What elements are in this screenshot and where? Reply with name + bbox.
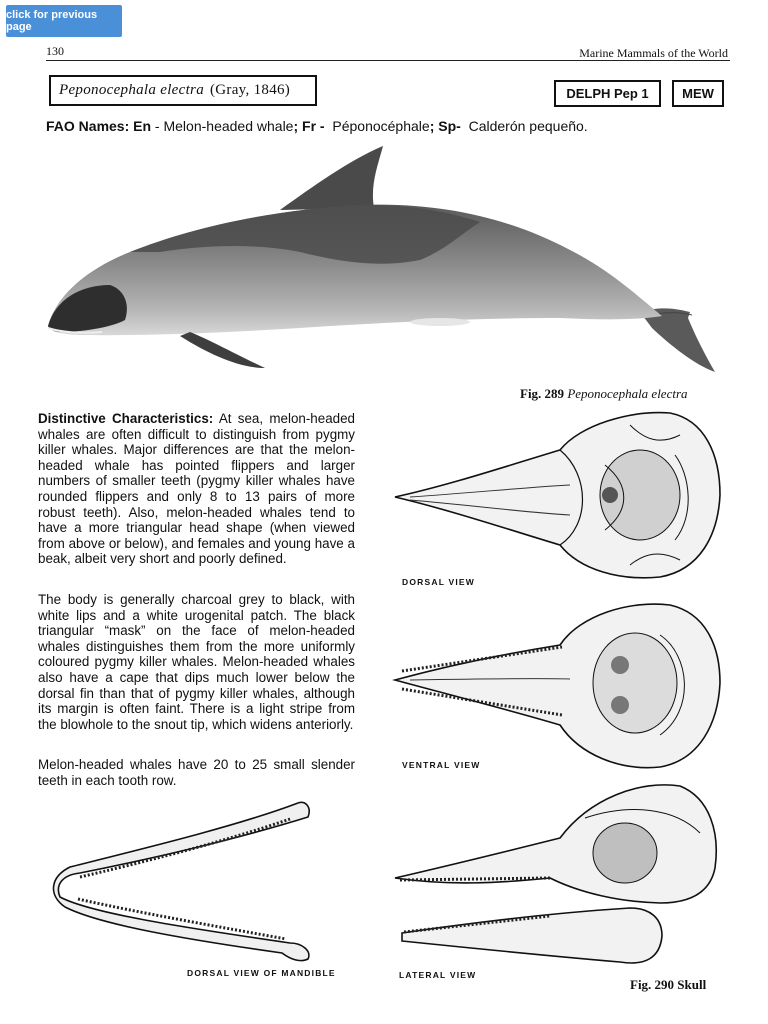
figure-290-caption: Fig. 290 Skull [630,977,707,992]
species-authority: (Gray, 1846) [210,82,291,98]
paragraph-1: At sea, melon-headed whales are often difficult to distinguish from pygmy killer whales. Major differences are that the melon-headed whale has pointed flippers and larger numbers of smaller teeth (pygmy killer whales have rounded flippers and only 8 to 13 pairs of more robust teeth). Also, melon-headed whales tend to have a more triangular head shape (when viewed from above or below), and females and young have a beak, albeit very short and poorly defined. [38,411,355,567]
fao-sp-label: Sp- [438,118,461,134]
fao-sp-value: Calderón pequeño. [468,118,588,134]
scientific-name: Peponocephala electra [59,82,204,98]
running-title: Marine Mammals of the World [579,46,728,60]
whale-illustration [40,140,730,385]
distinctive-heading: Distinctive Characteristics: [38,411,214,426]
fao-en-value: Melon-headed whale [163,118,294,134]
figure-289-name: Peponocephala electra [567,386,688,401]
fao-names: FAO Names: En - Melon-headed whale; Fr - Péponocéphale; Sp- Calderón pequeño. [46,118,588,134]
dorsal-view-label: DORSAL VIEW [402,577,476,587]
fao-fr-label: Fr - [302,118,325,134]
distinctive-characteristics-paragraph [38,411,355,567]
skull-dorsal-view-drawing [390,405,725,585]
code-box-mew: MEW [672,80,724,107]
figure-289-caption [520,386,688,402]
coloration-paragraph: The body is generally charcoal grey to black, with white lips and a white urogenital patch. The black triangular “mask” on the face of melon-headed whales distinguishes them from the more uniformly coloured pygmy killer whales. Melon-headed whales also have a cape that dips much lower below the dorsal fin than that of pygmy killer whales, although its margin is often faint. There is a light stripe from the blowhole to the snout tip, which widens anteriorly. [38,592,355,732]
mandible-dorsal-view-drawing [50,795,320,965]
fao-en-label: En [133,118,152,134]
figure-289-label: Fig. 289 [520,386,565,401]
fao-fr-value: Péponocéphale [332,118,430,134]
skull-lateral-view-drawing [390,778,725,973]
fao-label: FAO Names: [46,118,130,134]
species-title-box [49,75,317,106]
previous-page-button[interactable]: click for previous page [6,5,122,37]
page-number: 130 [46,44,64,58]
skull-ventral-view-drawing [390,595,725,775]
code-box-delph: DELPH Pep 1 [554,80,661,107]
ventral-view-label: VENTRAL VIEW [402,760,481,770]
header-rule [46,60,730,61]
lateral-view-label: LATERAL VIEW [399,970,477,980]
teeth-paragraph: Melon-headed whales have 20 to 25 small slender teeth in each tooth row. [38,757,355,788]
mandible-view-label: DORSAL VIEW OF MANDIBLE [187,968,336,978]
